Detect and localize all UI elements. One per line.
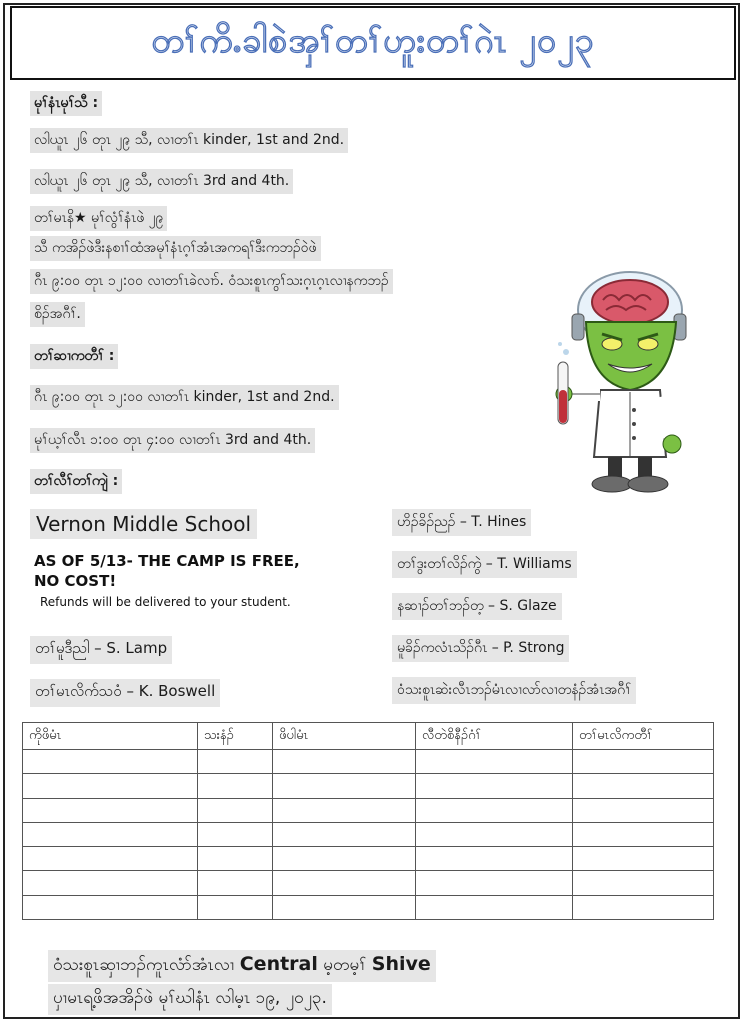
dates-line-1 bbox=[30, 128, 348, 153]
table-row bbox=[23, 895, 714, 919]
table-cell[interactable] bbox=[273, 798, 416, 822]
refund-note: Refunds will be delivered to your student. bbox=[40, 595, 291, 609]
table-row bbox=[23, 847, 714, 871]
table-row bbox=[23, 750, 714, 774]
table-cell[interactable] bbox=[416, 871, 573, 895]
table-cell[interactable] bbox=[416, 895, 573, 919]
dates-note-3-text: ဂီၤ ၉:၀၀ တုၤ ၁၂:၀၀ လၢတၢ်ၤခဲလၢာ်. ဝံသးစူၤကွၢ်သးဂ့ၤဂ့ၤလၢနကဘၣ် bbox=[30, 269, 393, 294]
table-cell[interactable] bbox=[23, 798, 198, 822]
table-body bbox=[23, 750, 714, 920]
dates-note-1-text: တၢ်မၤနိ★ မုၢ်လွံၢ်နံၤဖဲ ၂၉ bbox=[30, 206, 167, 231]
table-cell[interactable] bbox=[23, 774, 198, 798]
dates-line-2 bbox=[30, 169, 293, 194]
table-cell[interactable] bbox=[573, 798, 714, 822]
sign-up-table bbox=[22, 722, 714, 920]
table-row bbox=[23, 822, 714, 846]
dates-line-2-text: လါယူၤ ၂၆ တုၤ ၂၉ သီ, လၢတၢ်ၤ 3rd and 4th. bbox=[30, 169, 293, 194]
table-cell[interactable] bbox=[416, 847, 573, 871]
table-cell[interactable] bbox=[198, 822, 273, 846]
table-cell[interactable] bbox=[573, 774, 714, 798]
table-cell[interactable] bbox=[573, 847, 714, 871]
col-age: သးနံၣ် bbox=[198, 723, 273, 750]
times-line-2-text: မုၢ်ယ့ၢ်လီၤ ၁:၀၀ တုၤ ၄:၀၀ လၢတၢ်ၤ 3rd and 4th. bbox=[30, 428, 315, 453]
dates-note-2 bbox=[30, 236, 321, 261]
table-row bbox=[23, 774, 714, 798]
col-phone: လီတဲစိနီၣ်ဂံၢ် bbox=[416, 723, 573, 750]
table-cell[interactable] bbox=[273, 750, 416, 774]
staff-left-1: တၢ်မူဒီညါ – S. Lamp bbox=[30, 636, 172, 664]
footer-return-text: ဝံသးစူၤဆှၢဘၣ်ကူၤလံာ်အံၤလၢ bbox=[53, 955, 235, 975]
times-line-1-text: ဂီၤ ၉:၀၀ တုၤ ၁၂:၀၀ လၢတၢ်ၤ kinder, 1st and 2nd. bbox=[30, 385, 339, 410]
table-cell[interactable] bbox=[416, 798, 573, 822]
footer-central: Central bbox=[239, 953, 318, 975]
table-cell[interactable] bbox=[198, 774, 273, 798]
dates-note-1 bbox=[30, 206, 167, 231]
title-banner bbox=[10, 6, 736, 80]
page-title: တၢ်ကိႉခါစဲအှၢ်တၢ်ဟူးတၢ်ဂဲၤ ၂၀၂၃ bbox=[151, 20, 595, 61]
dates-note-3 bbox=[30, 269, 393, 294]
table-cell[interactable] bbox=[198, 847, 273, 871]
free-camp-title: AS OF 5/13- THE CAMP IS FREE, NO COST! bbox=[34, 552, 300, 590]
staff-left-2: တၢ်မၤလိက်သ၀ံ – K. Boswell bbox=[30, 679, 220, 707]
table-cell[interactable] bbox=[273, 774, 416, 798]
times-label: တၢ်ဆၢကတီၢ် : bbox=[30, 344, 118, 369]
mad-scientist-zombie-icon bbox=[548, 262, 698, 497]
table-cell[interactable] bbox=[416, 774, 573, 798]
location-label: တၢ်လီၢ်တၢ်ကျဲ : bbox=[30, 469, 122, 494]
staff-right-4: မူခိၣ်ကလံၤသိၣ်ဂီၤ – P. Strong bbox=[392, 635, 569, 662]
table-cell[interactable] bbox=[198, 871, 273, 895]
times-line-2 bbox=[30, 428, 315, 453]
table-header-row bbox=[23, 723, 714, 750]
footer-line-2: ပှၢမၤရ့ဖိအအိၣ်ဖဲ မုၢ်ဃါနံၤ လါမ့ၤ ၁၉, ၂၀၂၃. bbox=[48, 984, 332, 1015]
staff-right-2: တၢ်ဒွးတၢ်လိၣ်ကွဲ – T. Williams bbox=[392, 551, 577, 578]
table-cell[interactable] bbox=[198, 895, 273, 919]
times-label-row bbox=[30, 344, 118, 369]
table-cell[interactable] bbox=[573, 895, 714, 919]
table-cell[interactable] bbox=[416, 822, 573, 846]
table-cell[interactable] bbox=[23, 895, 198, 919]
table-cell[interactable] bbox=[273, 895, 416, 919]
footer-shive: Shive bbox=[371, 953, 431, 975]
table-cell[interactable] bbox=[23, 871, 198, 895]
staff-right-1: ဟိၣ်ခိၣ်ညၣ် – T. Hines bbox=[392, 509, 531, 536]
location-label-row bbox=[30, 469, 122, 494]
footer-line-1 bbox=[48, 950, 436, 982]
col-time: တၢ်မၤလိကတီၢ် bbox=[573, 723, 714, 750]
dates-line-1-text: လါယူၤ ၂၆ တုၤ ၂၉ သီ, လၢတၢ်ၤ kinder, 1st and 2nd. bbox=[30, 128, 348, 153]
footer-or: မ့တမ့ၢ် bbox=[323, 955, 367, 975]
table-row bbox=[23, 871, 714, 895]
dates-label-row bbox=[30, 91, 102, 116]
dates-note-2-text: သီ ကအိၣ်ဖဲဒီးနစၢၢ်ထံအမုၢ်နံၤဂ့ၢ်အံၤအကရၢ်ဒီးကဘၣ်ဝဲဖဲ bbox=[30, 236, 321, 261]
table-cell[interactable] bbox=[573, 871, 714, 895]
col-parent-name: ဖိပါမံၤ bbox=[273, 723, 416, 750]
dates-note-4-text: စိၣ်အဂီၢ်. bbox=[30, 302, 85, 327]
table-row bbox=[23, 798, 714, 822]
times-line-1 bbox=[30, 385, 339, 410]
col-student-name: ကိုဖိမံၤ bbox=[23, 723, 198, 750]
table-cell[interactable] bbox=[416, 750, 573, 774]
free-camp-notice bbox=[30, 546, 330, 624]
table-cell[interactable] bbox=[273, 847, 416, 871]
table-cell[interactable] bbox=[573, 750, 714, 774]
sign-up-prompt: ဝံသးစူၤဆဲးလီၤဘၣ်မံၤလၢလာ်လၢတနံၣ်အံၤအဂီၢ် bbox=[392, 677, 636, 704]
school-name: Vernon Middle School bbox=[30, 509, 257, 539]
table-cell[interactable] bbox=[573, 822, 714, 846]
dates-note-4 bbox=[30, 302, 85, 327]
table-cell[interactable] bbox=[273, 822, 416, 846]
table-cell[interactable] bbox=[273, 871, 416, 895]
table-cell[interactable] bbox=[23, 750, 198, 774]
table-cell[interactable] bbox=[198, 750, 273, 774]
table-cell[interactable] bbox=[23, 822, 198, 846]
dates-label: မုၢ်နံၤမုၢ်သီ : bbox=[30, 91, 102, 116]
staff-right-3: နဆၢၣ်တၢ်ဘၣ်တ့ – S. Glaze bbox=[392, 593, 562, 620]
table-cell[interactable] bbox=[198, 798, 273, 822]
table-cell[interactable] bbox=[23, 847, 198, 871]
